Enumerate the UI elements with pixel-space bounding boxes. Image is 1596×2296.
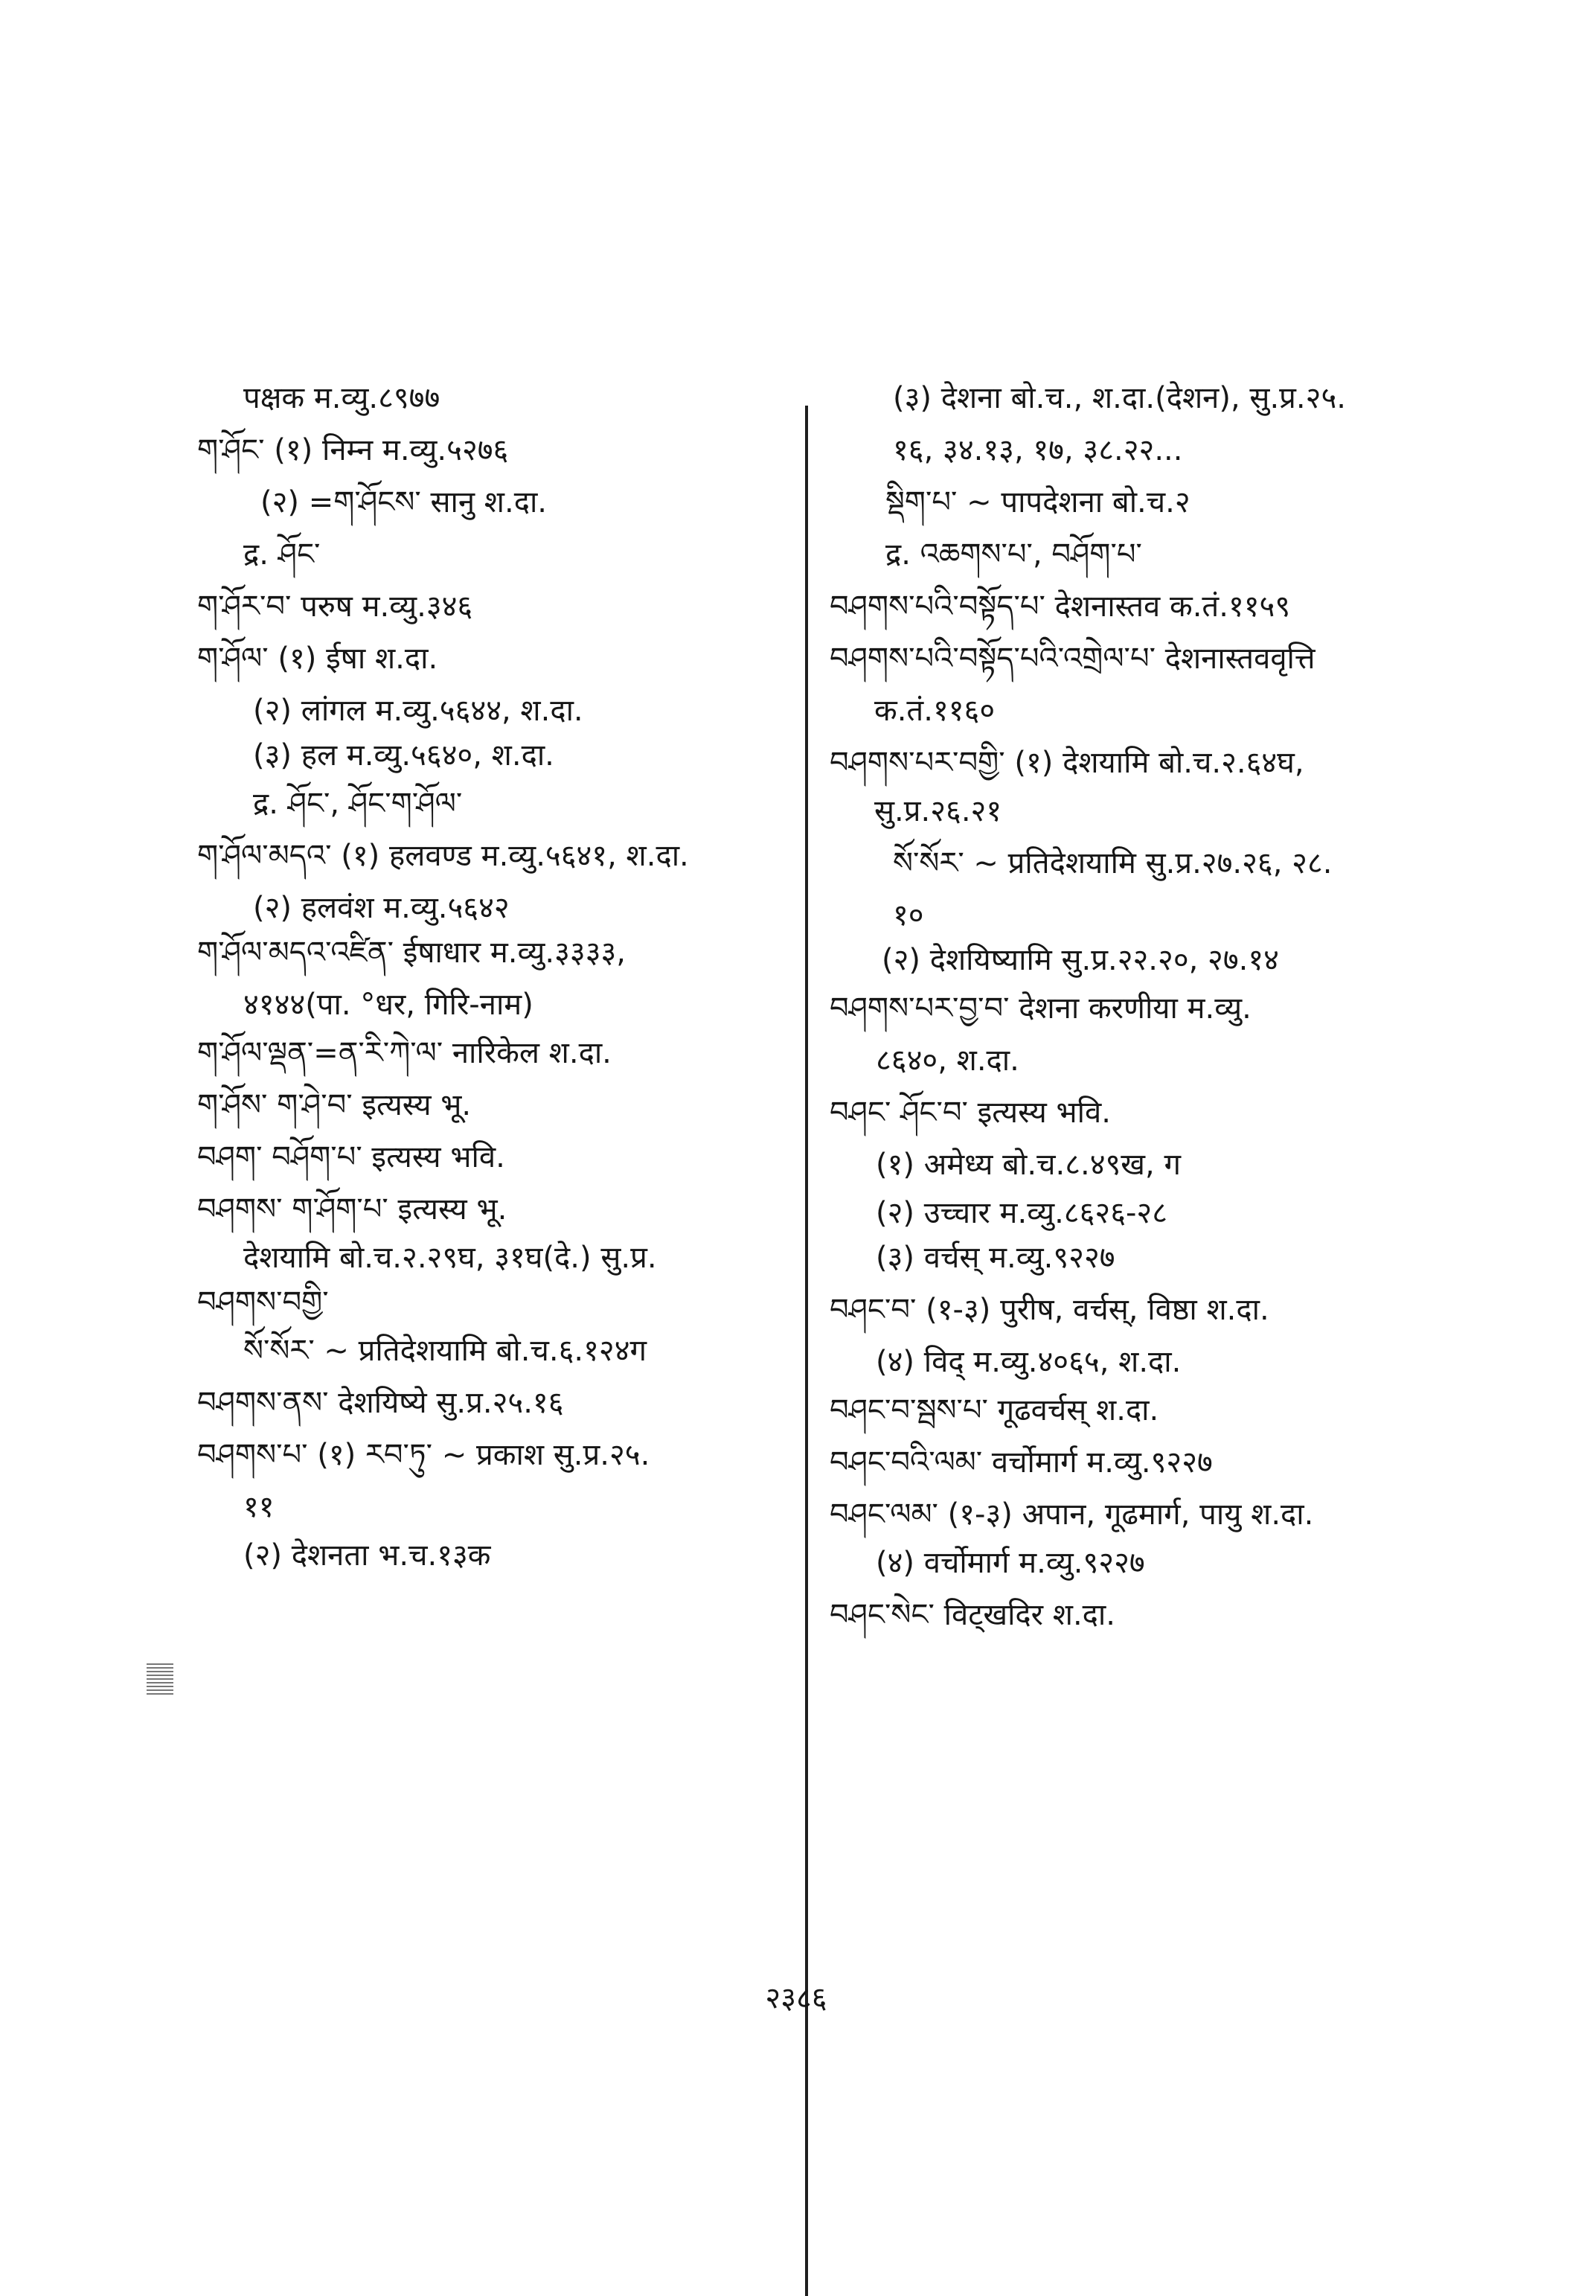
entry-line: ག་ཤོར་བ་ परुष म.व्यु.३४६: [197, 589, 473, 624]
entry-line: द्र. ཤོང་, ཤོང་ག་ཤོལ་: [253, 787, 463, 821]
entry-line: སོ་སོར་ ~ प्रतिदेशयामि सु.प्र.२७.२६, २८.: [893, 846, 1333, 880]
entry-line: (२) =ག་ཤོངས་ सानु श.दा.: [260, 485, 548, 519]
entry-line: (२) लांगल म.व्यु.५६४४, श.दा.: [253, 694, 583, 728]
entry-line: (१) अमेध्य बो.च.८.४९ख, ग: [876, 1148, 1181, 1182]
entry-line: བཤང་སེང་ विट्खदिर श.दा.: [830, 1598, 1115, 1632]
entry-line: (४) विद् म.व्यु.४०६५, श.दा.: [876, 1345, 1182, 1379]
entry-line: ག་ཤོལ་ (१) ईषा श.दा.: [197, 642, 438, 676]
entry-line: (३) हल म.व्यु.५६४०, श.दा.: [253, 738, 554, 773]
entry-line: ४१४४(पा. °धर, गिरि-नाम): [243, 988, 533, 1022]
entry-line: द्र. ཤོང་: [243, 537, 321, 572]
entry-line: བཤགས་བགྱི་: [197, 1285, 329, 1320]
margin-scan-mark: [147, 1663, 173, 1695]
entry-line: ག་ཤོལ་མདའ་ (१) हलवण्ड म.व्यु.५६४१, श.दा.: [197, 839, 689, 873]
entry-line: བཤགས་པ་ (१) རབ་ཏུ་ ~ प्रकाश सु.प्र.२५.: [197, 1438, 650, 1472]
entry-line: देशयामि बो.च.२.२९घ, ३१घ(दे.) सु.प्र.: [243, 1241, 657, 1275]
entry-line: ག་ཤོལ་མདའ་འཛིན་ ईषाधार म.व्यु.३३३३,: [197, 936, 626, 970]
entry-line: ག་ཤོས་ ག་ཤེ་བ་ इत्यस्य भू.: [197, 1088, 472, 1122]
entry-line: पक्षक म.व्यु.८९७७: [243, 381, 440, 415]
entry-line: བཤགས་ནས་ देशयिष्ये सु.प्र.२५.१६: [197, 1386, 564, 1420]
entry-line: བཤང་ ཤོང་བ་ इत्यस्य भवि.: [830, 1096, 1111, 1130]
entry-line: ११: [243, 1490, 275, 1524]
entry-line: སྡིག་པ་ ~ पापदेशना बो.च.२: [885, 485, 1190, 519]
entry-line: (२) उच्चार म.व्यु.८६२६-२८: [876, 1196, 1168, 1230]
entry-line: क.तं.११६०: [874, 694, 996, 728]
entry-line: १६, ३४.१३, १७, ३८.२२...: [893, 433, 1183, 467]
entry-line: བཤགས་ ག་ཤོག་པ་ इत्यस्य भू.: [197, 1192, 507, 1227]
entry-line: (४) वर्चोमार्ग म.व्यु.९२२७: [876, 1546, 1145, 1580]
entry-line: (३) वर्चस् म.व्यु.९२२७: [876, 1241, 1115, 1275]
entry-line: བཤང་བ་ (१-३) पुरीष, वर्चस्, विष्ठा श.दा.: [830, 1293, 1269, 1327]
entry-line: ག་ཤོང་ (१) निम्न म.व्यु.५२७६: [197, 433, 509, 467]
entry-line: བཤང་བ་སྦས་པ་ गूढवर्चस् श.दा.: [830, 1393, 1159, 1427]
entry-line: བཤང་བའི་ལམ་ वर्चोमार्ग म.व्यु.९२२७: [830, 1445, 1213, 1480]
entry-line: सु.प्र.२६.२१: [874, 794, 1002, 828]
entry-line: (२) हलवंश म.व्यु.५६४२: [253, 891, 510, 925]
entry-line: བཤང་ལམ་ (१-३) अपान, गूढमार्ग, पायु श.दा.: [830, 1497, 1314, 1532]
entry-line: ག་ཤོལ་ལྡན་=ན་རི་ཀེ་ལ་ नारिकेल श.दा.: [197, 1036, 612, 1070]
entry-line: བཤགས་པར་བྱ་བ་ देशना करणीया म.व्यु.: [830, 991, 1252, 1026]
entry-line: བཤགས་པའི་བསྟོད་པ་ देशनास्तव क.तं.११५९: [830, 589, 1291, 624]
entry-line: (२) देशयिष्यामि सु.प्र.२२.२०, २७.१४: [882, 943, 1279, 977]
entry-line: བཤགས་པའི་བསྟོད་པའི་འགྲེལ་པ་ देशनास्तववृत्ति: [830, 642, 1315, 676]
entry-line: བཤགས་པར་བགྱི་ (१) देशयामि बो.च.२.६४घ,: [830, 746, 1304, 780]
page-number: २३८६: [765, 1981, 827, 2015]
entry-line: १०: [893, 898, 924, 933]
entry-line: (३) देशना बो.च., श.दा.(देशन), सु.प्र.२५.: [893, 381, 1346, 415]
entry-line: སོ་སོར་ ~ प्रतिदेशयामि बो.च.६.१२४ग: [243, 1334, 647, 1368]
entry-line: द्र. འཆགས་པ་, བཤོག་པ་: [885, 537, 1142, 572]
entry-line: (२) देशनता भ.च.१३क: [243, 1538, 491, 1573]
entry-line: བཤག་ བཤོག་པ་ इत्यस्य भवि.: [197, 1140, 505, 1174]
entry-line: ८६४०, श.दा.: [876, 1043, 1019, 1078]
